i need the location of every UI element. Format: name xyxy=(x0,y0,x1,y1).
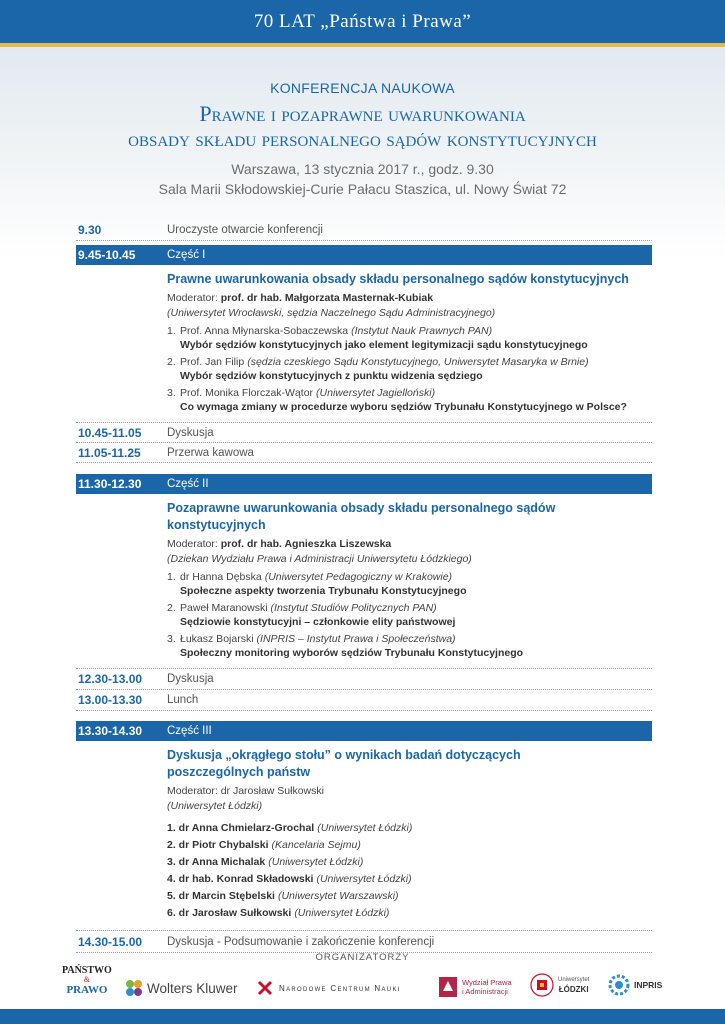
row-time: 14.30-15.00 xyxy=(78,934,143,949)
logo-wpia-line-1: Wydział Prawa xyxy=(462,978,512,987)
schedule-row-lunch xyxy=(76,690,652,711)
top-banner xyxy=(0,0,725,47)
speaker-affiliation: (Uniwersytet Jagielloński) xyxy=(316,387,436,399)
moderator-prefix: Moderator: xyxy=(167,292,218,304)
panelist-item xyxy=(167,854,652,871)
panelist-item xyxy=(167,820,652,837)
schedule-row-coffee-break xyxy=(76,443,652,463)
row-label: Przerwa kawowa xyxy=(167,446,254,459)
speaker-affiliation: (sędzia czeskiego Sądu Konstytucyjnego, Uniwersytet Masaryka w Brnie) xyxy=(247,356,589,368)
panelist-affiliation: (Uniwersytet Łódzki) xyxy=(317,822,413,834)
talk-item xyxy=(167,324,652,352)
session-title-line-2: poszczególnych państw xyxy=(167,765,311,779)
schedule-row-opening xyxy=(76,219,652,241)
row-label: Lunch xyxy=(167,694,199,706)
speaker-name: Łukasz Bojarski xyxy=(180,633,254,645)
title-line-2: obsady składu personalnego sądów konstytucyjnych xyxy=(128,126,597,151)
program-schedule xyxy=(76,219,652,953)
talk-title: Wybór sędziów konstytucyjnych z punktu widzenia sędziego xyxy=(180,370,483,382)
organizer-logos xyxy=(0,965,725,1011)
panelist-affiliation: (Uniwersytet Łódzki) xyxy=(268,856,364,868)
wolters-kluwer-logo xyxy=(124,978,238,998)
moderator xyxy=(167,537,652,552)
ncn-logo xyxy=(257,980,401,996)
session-label: Część III xyxy=(167,725,212,737)
ncn-icon xyxy=(257,980,273,996)
speaker-name: dr Hanna Dębska xyxy=(180,571,262,583)
ampersand-icon: & xyxy=(83,975,91,984)
talk-number: 2. xyxy=(167,602,176,614)
logo-pip-line-2: PRAWO xyxy=(66,984,108,996)
talk-number: 1. xyxy=(167,325,176,337)
bottom-bar xyxy=(0,1009,725,1024)
panelist-item xyxy=(167,837,652,854)
conference-title xyxy=(0,101,725,151)
wpia-logo xyxy=(438,976,512,998)
moderator: Moderator: dr Jarosław Sułkowski xyxy=(167,785,324,797)
logo-ul-line-1: Uniwersytet xyxy=(558,977,590,983)
panstwo-i-prawo-logo xyxy=(62,965,112,996)
talk-item xyxy=(167,355,652,383)
logo-inpris-text: INPRIS xyxy=(634,980,663,990)
conference-header xyxy=(0,80,725,199)
inpris-logo xyxy=(608,974,662,996)
talk-title: Społeczne aspekty tworzenia Trybunału Konstytucyjnego xyxy=(180,585,467,597)
session-time: 11.30-12.30 xyxy=(78,477,142,491)
row-time: 11.05-11.25 xyxy=(78,445,141,460)
row-time: 12.30-13.00 xyxy=(78,672,143,686)
logo-ncn-text: Narodowe Centrum Nauki xyxy=(279,983,401,993)
moderator-name: prof. dr hab. Agnieszka Liszewska xyxy=(220,538,392,550)
logo-ul-line-2: ŁÓDZKI xyxy=(558,985,589,994)
inpris-icon xyxy=(608,974,630,996)
moderator-affiliation: (Uniwersytet Wrocławski, sędzia Naczelnego Sądu Administracyjnego) xyxy=(167,307,496,319)
moderator-name: prof. dr hab. Małgorzata Masternak-Kubiak xyxy=(220,292,434,304)
panelist-list xyxy=(167,820,652,922)
speaker-name: Paweł Maranowski xyxy=(180,602,268,614)
banner-title: 70 LAT „Państwa i Prawa” xyxy=(253,10,472,32)
talk-title: Wybór sędziów konstytucyjnych jako element legitymizacji sądu konstytucyjnego xyxy=(180,339,588,351)
session-part-1 xyxy=(76,265,652,423)
logo-wpia-line-2: i Administracji xyxy=(462,987,508,996)
panelist-name: 1. dr Anna Chmielarz-Grochal xyxy=(167,822,315,834)
talk-item xyxy=(167,570,652,598)
session-title: Prawne uwarunkowania obsady składu personalnego sądów konstytucyjnych xyxy=(167,272,629,286)
session-part-3 xyxy=(76,741,652,931)
row-time: 10.45-11.05 xyxy=(78,425,142,440)
talk-item xyxy=(167,386,652,414)
talk-number: 3. xyxy=(167,633,176,645)
logo-pip-line-1: PAŃSTWO xyxy=(62,965,112,976)
row-time: 9.30 xyxy=(78,222,102,237)
panelist-affiliation: (Uniwersytet Warszawski) xyxy=(277,890,399,902)
talk-number: 2. xyxy=(167,356,176,368)
session-time: 9.45-10.45 xyxy=(78,248,136,262)
panelist-name: 4. dr hab. Konrad Składowski xyxy=(167,873,314,885)
conference-venue: Sala Marii Skłodowskiej-Curie Pałacu Staszica, ul. Nowy Świat 72 xyxy=(158,181,567,197)
session-title xyxy=(167,747,652,781)
panelist-name: 3. dr Anna Michalak xyxy=(167,856,266,868)
session-label: Część I xyxy=(167,249,206,261)
speaker-name: Prof. Monika Florczak-Wątor xyxy=(180,387,314,399)
row-label: Dyskusja xyxy=(167,426,214,439)
panelist-affiliation: (Uniwersytet Łódzki) xyxy=(316,873,412,885)
wpia-text xyxy=(462,978,512,996)
schedule-row-closing xyxy=(76,931,652,953)
panelist-name: 5. dr Marcin Stębelski xyxy=(167,890,275,902)
row-label: Dyskusja xyxy=(167,673,214,685)
ul-text xyxy=(558,976,589,994)
wolters-kluwer-icon xyxy=(124,978,144,998)
speaker-affiliation: (Uniwersytet Pedagogiczny w Krakowie) xyxy=(264,571,453,583)
uniwersytet-lodzki-logo xyxy=(530,973,589,997)
talk-item xyxy=(167,601,652,629)
talk-item xyxy=(167,632,652,660)
speaker-name: Prof. Anna Młynarska-Sobaczewska xyxy=(180,325,349,337)
panelist-affiliation: (Kancelaria Sejmu) xyxy=(271,839,361,851)
moderator-affiliation: (Dziekan Wydziału Prawa i Administracji Uniwersytetu Łódzkiego) xyxy=(167,553,472,565)
talk-number: 3. xyxy=(167,387,176,399)
wpia-icon xyxy=(438,976,458,998)
panelist-item xyxy=(167,871,652,888)
moderator-prefix: Moderator: xyxy=(167,538,218,550)
schedule-row-discussion-1 xyxy=(76,423,652,443)
row-time: 13.00-13.30 xyxy=(78,693,143,707)
conference-date: Warszawa, 13 stycznia 2017 r., godz. 9.30 xyxy=(231,161,494,177)
panelist-name: 2. dr Piotr Chybalski xyxy=(167,839,269,851)
session-header-part-3 xyxy=(76,721,652,741)
moderator-affiliation: (Uniwersytet Łódzki) xyxy=(167,800,263,812)
session-title-line-1: Dyskusja „okrągłego stołu” o wynikach badań dotyczących xyxy=(167,748,521,762)
speaker-name: Prof. Jan Filip xyxy=(180,356,245,368)
session-header-part-1 xyxy=(76,245,652,265)
moderator xyxy=(167,291,652,306)
panelist-item xyxy=(167,888,652,905)
organizers-label: ORGANIZATORZY xyxy=(315,952,410,963)
speaker-affiliation: (Instytut Nauk Prawnych PAN) xyxy=(351,325,493,337)
speaker-affiliation: (INPRIS – Instytut Prawa i Społeczeństwa) xyxy=(256,633,456,645)
talk-title: Sędziowie konstytucyjni – członkowie elity państwowej xyxy=(180,616,456,628)
session-label: Część II xyxy=(167,478,209,490)
session-part-2 xyxy=(76,494,652,669)
session-header-part-2 xyxy=(76,474,652,494)
title-line-1: Prawne i pozaprawne uwarunkowania xyxy=(199,101,526,126)
panelist-affiliation: (Uniwersytet Łódzki) xyxy=(294,907,390,919)
panelist-item xyxy=(167,905,652,922)
row-label: Dyskusja - Podsumowanie i zakończenie konferencji xyxy=(167,935,435,948)
uniwersytet-lodzki-seal-icon xyxy=(530,973,554,997)
panelist-name: 6. dr Jarosław Sułkowski xyxy=(167,907,292,919)
talk-title: Co wymaga zmiany w procedurze wyboru sędziów Trybunału Konstytucyjnego w Polsce? xyxy=(180,401,627,413)
session-time: 13.30-14.30 xyxy=(78,724,143,738)
row-label: Uroczyste otwarcie konferencji xyxy=(167,223,323,236)
talk-title: Społeczny monitoring wyborów sędziów Trybunału Konstytucyjnego xyxy=(180,647,524,659)
talk-number: 1. xyxy=(167,571,176,583)
logo-wk-text: Wolters Kluwer xyxy=(147,980,238,996)
conference-label: KONFERENCJA NAUKOWA xyxy=(270,80,455,96)
schedule-row-discussion-2 xyxy=(76,669,652,690)
organizers-footer xyxy=(0,952,725,996)
session-title: Pozaprawne uwarunkowania obsady składu personalnego sądów konstytucyjnych xyxy=(167,501,556,532)
speaker-affiliation: (Instytut Studiów Politycznych PAN) xyxy=(270,602,437,614)
